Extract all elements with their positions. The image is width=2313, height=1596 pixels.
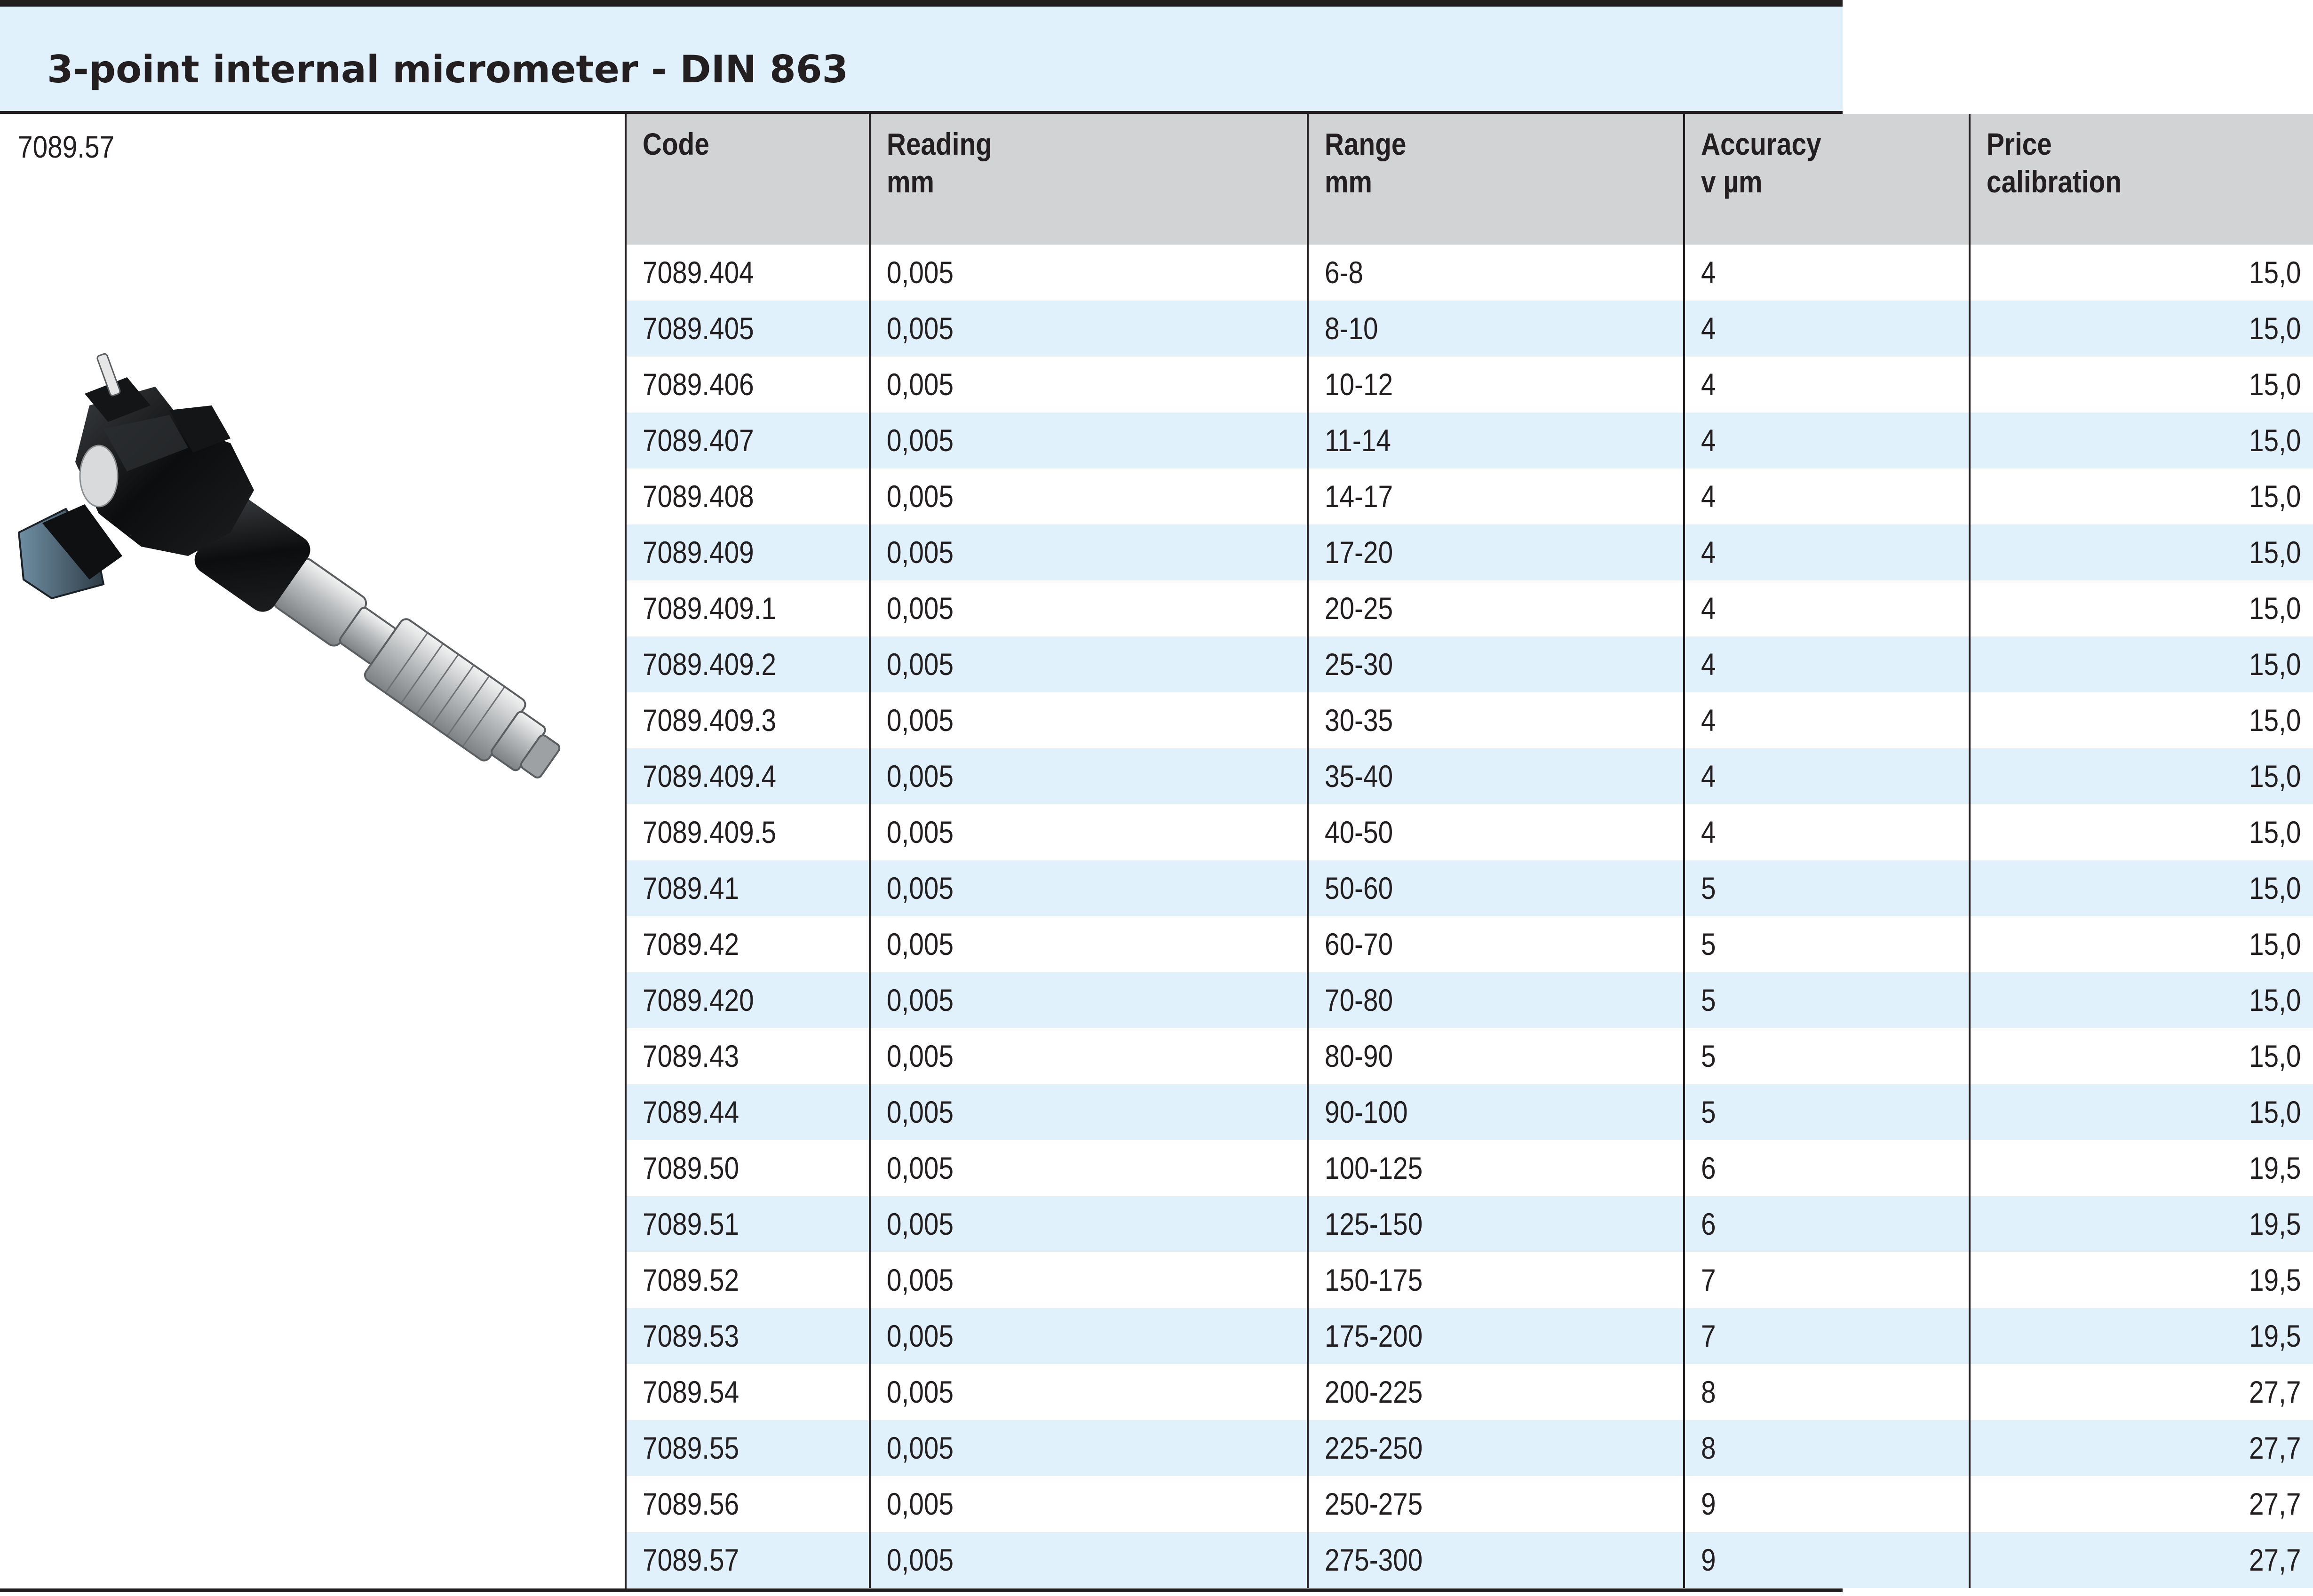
cell-range-value: 10-12	[1325, 367, 1393, 402]
table-row	[627, 524, 2313, 580]
table-row	[627, 916, 2313, 972]
cell-reading	[870, 972, 1308, 1028]
cell-range	[1308, 1252, 1684, 1308]
cell-range	[1308, 1308, 1684, 1364]
cell-code-value: 7089.404	[643, 255, 754, 290]
cell-code	[627, 1140, 870, 1196]
cell-price	[1970, 636, 2313, 692]
cell-range-value: 100-125	[1325, 1151, 1423, 1185]
cell-accuracy-value: 6	[1701, 1151, 1716, 1185]
cell-accuracy-value: 5	[1701, 871, 1716, 905]
table-header-row	[627, 114, 2313, 245]
cell-accuracy	[1684, 1196, 1970, 1252]
column-header-line1: Reading	[887, 127, 992, 161]
table-row	[627, 1140, 2313, 1196]
cell-price	[1970, 1308, 2313, 1364]
cell-reading	[870, 1532, 1308, 1588]
cell-range	[1308, 1364, 1684, 1420]
cell-range	[1308, 804, 1684, 860]
cell-range-value: 40-50	[1325, 815, 1393, 850]
cell-reading-value: 0,005	[887, 703, 954, 738]
column-header-range	[1308, 114, 1684, 245]
cell-accuracy-value: 7	[1701, 1318, 1716, 1353]
cell-price-value: 15,0	[2249, 647, 2301, 682]
cell-accuracy	[1684, 804, 1970, 860]
cell-accuracy	[1684, 468, 1970, 524]
cell-price	[1970, 413, 2313, 468]
cell-code	[627, 748, 870, 804]
cell-code-value: 7089.51	[643, 1207, 739, 1241]
cell-price	[1970, 1140, 2313, 1196]
cell-reading-value: 0,005	[887, 479, 954, 514]
column-header-line1: Code	[643, 127, 709, 161]
cell-accuracy-value: 8	[1701, 1430, 1716, 1465]
table-row	[627, 1308, 2313, 1364]
table-row	[627, 804, 2313, 860]
cell-accuracy-value: 6	[1701, 1207, 1716, 1241]
cell-accuracy-value: 4	[1701, 479, 1716, 514]
cell-reading-value: 0,005	[887, 1374, 954, 1409]
table-row	[627, 580, 2313, 636]
cell-code	[627, 1364, 870, 1420]
cell-code-value: 7089.57	[643, 1542, 739, 1577]
cell-reading	[870, 916, 1308, 972]
page-title: 3-point internal micrometer - DIN 863	[47, 48, 849, 91]
cell-code	[627, 1028, 870, 1084]
cell-range-value: 60-70	[1325, 927, 1393, 961]
cell-code-value: 7089.52	[643, 1263, 739, 1297]
cell-range-value: 200-225	[1325, 1374, 1423, 1409]
cell-reading	[870, 692, 1308, 748]
cell-code	[627, 357, 870, 413]
cell-range	[1308, 748, 1684, 804]
cell-range	[1308, 1532, 1684, 1588]
cell-price	[1970, 1532, 2313, 1588]
cell-range	[1308, 357, 1684, 413]
cell-accuracy-value: 4	[1701, 535, 1716, 570]
cell-code-value: 7089.409.1	[643, 591, 777, 626]
cell-price-value: 27,7	[2249, 1486, 2301, 1521]
cell-range-value: 6-8	[1325, 255, 1364, 290]
cell-price-value: 27,7	[2249, 1542, 2301, 1577]
cell-code-value: 7089.409.3	[643, 703, 777, 738]
cell-accuracy	[1684, 301, 1970, 357]
cell-reading	[870, 636, 1308, 692]
table-row	[627, 301, 2313, 357]
cell-price-value: 15,0	[2249, 871, 2301, 905]
cell-range	[1308, 1196, 1684, 1252]
cell-code-value: 7089.42	[643, 927, 739, 961]
cell-code-value: 7089.405	[643, 311, 754, 346]
specification-table	[627, 114, 2313, 1588]
column-header-line1: Accuracy	[1701, 127, 1821, 161]
cell-reading	[870, 357, 1308, 413]
cell-code	[627, 1196, 870, 1252]
column-header-line2: v µm	[1701, 164, 1763, 199]
cell-price-value: 19,5	[2249, 1151, 2301, 1185]
cell-reading	[870, 748, 1308, 804]
cell-reading	[870, 580, 1308, 636]
cell-code	[627, 804, 870, 860]
cell-code	[627, 524, 870, 580]
cell-reading-value: 0,005	[887, 815, 954, 850]
cell-price-value: 27,7	[2249, 1374, 2301, 1409]
column-header-line2: calibration	[1987, 164, 2122, 199]
cell-price	[1970, 916, 2313, 972]
cell-code-value: 7089.55	[643, 1430, 739, 1465]
table-row	[627, 468, 2313, 524]
table-row	[627, 1364, 2313, 1420]
cell-range-value: 250-275	[1325, 1486, 1423, 1521]
table-row	[627, 748, 2313, 804]
cell-reading	[870, 804, 1308, 860]
cell-accuracy-value: 5	[1701, 983, 1716, 1017]
cell-reading-value: 0,005	[887, 1430, 954, 1465]
cell-reading-value: 0,005	[887, 1263, 954, 1297]
cell-range-value: 30-35	[1325, 703, 1393, 738]
top-rule	[0, 0, 1843, 7]
cell-accuracy	[1684, 1308, 1970, 1364]
cell-reading	[870, 301, 1308, 357]
cell-code-value: 7089.409	[643, 535, 754, 570]
table-row	[627, 1084, 2313, 1140]
cell-price	[1970, 468, 2313, 524]
cell-accuracy-value: 5	[1701, 1095, 1716, 1129]
micrometer-image	[33, 335, 597, 876]
cell-reading	[870, 1196, 1308, 1252]
cell-accuracy-value: 4	[1701, 759, 1716, 794]
cell-price	[1970, 804, 2313, 860]
cell-accuracy-value: 4	[1701, 703, 1716, 738]
cell-accuracy-value: 4	[1701, 591, 1716, 626]
cell-code	[627, 1420, 870, 1476]
cell-reading-value: 0,005	[887, 927, 954, 961]
cell-reading	[870, 1420, 1308, 1476]
cell-price-value: 19,5	[2249, 1318, 2301, 1353]
cell-accuracy-value: 4	[1701, 255, 1716, 290]
cell-reading	[870, 524, 1308, 580]
cell-range-value: 8-10	[1325, 311, 1378, 346]
cell-range	[1308, 636, 1684, 692]
cell-accuracy	[1684, 1028, 1970, 1084]
table-row	[627, 1252, 2313, 1308]
cell-accuracy-value: 4	[1701, 367, 1716, 402]
cell-range-value: 150-175	[1325, 1263, 1423, 1297]
cell-range	[1308, 468, 1684, 524]
cell-range	[1308, 860, 1684, 916]
cell-code	[627, 1252, 870, 1308]
cell-reading-value: 0,005	[887, 1486, 954, 1521]
table-row	[627, 1476, 2313, 1532]
cell-code-value: 7089.407	[643, 423, 754, 458]
cell-price	[1970, 1196, 2313, 1252]
cell-reading-value: 0,005	[887, 255, 954, 290]
cell-range-value: 17-20	[1325, 535, 1393, 570]
cell-reading	[870, 1028, 1308, 1084]
cell-code-value: 7089.41	[643, 871, 739, 905]
cell-accuracy	[1684, 245, 1970, 301]
column-header-line2: mm	[887, 164, 934, 199]
cell-code-value: 7089.43	[643, 1039, 739, 1073]
cell-reading-value: 0,005	[887, 591, 954, 626]
cell-accuracy	[1684, 636, 1970, 692]
cell-code-value: 7089.409.4	[643, 759, 777, 794]
table-row	[627, 245, 2313, 301]
cell-price-value: 15,0	[2249, 1095, 2301, 1129]
cell-code	[627, 1308, 870, 1364]
cell-accuracy-value: 5	[1701, 1039, 1716, 1073]
cell-price	[1970, 1476, 2313, 1532]
cell-code-value: 7089.406	[643, 367, 754, 402]
cell-range-value: 25-30	[1325, 647, 1393, 682]
cell-reading	[870, 860, 1308, 916]
cell-range	[1308, 692, 1684, 748]
cell-reading-value: 0,005	[887, 1151, 954, 1185]
cell-range-value: 90-100	[1325, 1095, 1408, 1129]
cell-price-value: 27,7	[2249, 1430, 2301, 1465]
cell-accuracy	[1684, 357, 1970, 413]
cell-code-value: 7089.50	[643, 1151, 739, 1185]
cell-price	[1970, 748, 2313, 804]
cell-price	[1970, 1364, 2313, 1420]
cell-code-value: 7089.53	[643, 1318, 739, 1353]
cell-range	[1308, 301, 1684, 357]
cell-code	[627, 413, 870, 468]
cell-price	[1970, 1420, 2313, 1476]
cell-reading-value: 0,005	[887, 647, 954, 682]
cell-accuracy	[1684, 860, 1970, 916]
cell-reading-value: 0,005	[887, 1542, 954, 1577]
cell-code	[627, 972, 870, 1028]
bottom-rule	[0, 1588, 1843, 1592]
cell-range-value: 70-80	[1325, 983, 1393, 1017]
cell-code-value: 7089.409.5	[643, 815, 777, 850]
cell-reading	[870, 1252, 1308, 1308]
cell-price-value: 19,5	[2249, 1263, 2301, 1297]
cell-range	[1308, 580, 1684, 636]
column-header-line2: mm	[1325, 164, 1372, 199]
cell-code-value: 7089.409.2	[643, 647, 777, 682]
cell-code	[627, 860, 870, 916]
cell-reading	[870, 1140, 1308, 1196]
cell-price-value: 15,0	[2249, 591, 2301, 626]
cell-price-value: 15,0	[2249, 927, 2301, 961]
cell-price	[1970, 1084, 2313, 1140]
cell-code	[627, 1476, 870, 1532]
cell-code	[627, 1532, 870, 1588]
cell-price-value: 15,0	[2249, 423, 2301, 458]
cell-price-value: 15,0	[2249, 1039, 2301, 1073]
cell-price-value: 15,0	[2249, 255, 2301, 290]
cell-price-value: 15,0	[2249, 311, 2301, 346]
table-row	[627, 972, 2313, 1028]
cell-reading	[870, 1084, 1308, 1140]
cell-range	[1308, 1028, 1684, 1084]
cell-reading-value: 0,005	[887, 1318, 954, 1353]
cell-price	[1970, 357, 2313, 413]
cell-price	[1970, 972, 2313, 1028]
cell-accuracy	[1684, 1084, 1970, 1140]
cell-range	[1308, 245, 1684, 301]
cell-accuracy-value: 8	[1701, 1374, 1716, 1409]
cell-accuracy-value: 4	[1701, 311, 1716, 346]
cell-price-value: 15,0	[2249, 703, 2301, 738]
cell-range-value: 50-60	[1325, 871, 1393, 905]
column-header-code	[627, 114, 870, 245]
cell-reading-value: 0,005	[887, 759, 954, 794]
cell-reading-value: 0,005	[887, 1095, 954, 1129]
cell-reading-value: 0,005	[887, 871, 954, 905]
cell-reading-value: 0,005	[887, 1207, 954, 1241]
cell-code	[627, 692, 870, 748]
cell-price-value: 19,5	[2249, 1207, 2301, 1241]
cell-accuracy-value: 9	[1701, 1486, 1716, 1521]
cell-price-value: 15,0	[2249, 367, 2301, 402]
cell-range	[1308, 916, 1684, 972]
cell-range	[1308, 524, 1684, 580]
cell-code-value: 7089.44	[643, 1095, 739, 1129]
cell-price	[1970, 692, 2313, 748]
cell-price-value: 15,0	[2249, 479, 2301, 514]
cell-range	[1308, 1084, 1684, 1140]
cell-code-value: 7089.420	[643, 983, 754, 1017]
cell-range-value: 14-17	[1325, 479, 1393, 514]
column-header-line1: Price	[1987, 127, 2052, 161]
cell-reading-value: 0,005	[887, 423, 954, 458]
cell-range	[1308, 1476, 1684, 1532]
cell-accuracy-value: 4	[1701, 647, 1716, 682]
cell-range	[1308, 1140, 1684, 1196]
cell-reading	[870, 413, 1308, 468]
cell-range-value: 20-25	[1325, 591, 1393, 626]
cell-code-value: 7089.56	[643, 1486, 739, 1521]
table-row	[627, 413, 2313, 468]
cell-price	[1970, 301, 2313, 357]
cell-accuracy-value: 9	[1701, 1542, 1716, 1577]
cell-reading	[870, 245, 1308, 301]
cell-price-value: 15,0	[2249, 535, 2301, 570]
cell-accuracy	[1684, 1364, 1970, 1420]
cell-reading-value: 0,005	[887, 983, 954, 1017]
table-row	[627, 860, 2313, 916]
cell-price	[1970, 1252, 2313, 1308]
cell-accuracy	[1684, 413, 1970, 468]
table-body	[627, 245, 2313, 1588]
table-row	[627, 692, 2313, 748]
table-row	[627, 357, 2313, 413]
title-band	[0, 7, 1843, 114]
cell-accuracy	[1684, 1420, 1970, 1476]
cell-code	[627, 468, 870, 524]
cell-accuracy	[1684, 692, 1970, 748]
cell-reading	[870, 1308, 1308, 1364]
cell-accuracy-value: 4	[1701, 423, 1716, 458]
cell-reading-value: 0,005	[887, 1039, 954, 1073]
cell-range	[1308, 413, 1684, 468]
cell-reading-value: 0,005	[887, 367, 954, 402]
cell-code	[627, 916, 870, 972]
table-row	[627, 1028, 2313, 1084]
cell-code	[627, 301, 870, 357]
cell-reading	[870, 1364, 1308, 1420]
cell-price	[1970, 860, 2313, 916]
cell-code	[627, 1084, 870, 1140]
column-header-price	[1970, 114, 2313, 245]
cell-range-value: 225-250	[1325, 1430, 1423, 1465]
column-header-accuracy	[1684, 114, 1970, 245]
cell-accuracy	[1684, 916, 1970, 972]
cell-range-value: 175-200	[1325, 1318, 1423, 1353]
cell-accuracy	[1684, 524, 1970, 580]
cell-price	[1970, 524, 2313, 580]
cell-accuracy-value: 7	[1701, 1263, 1716, 1297]
cell-range-value: 125-150	[1325, 1207, 1423, 1241]
cell-accuracy-value: 4	[1701, 815, 1716, 850]
figure-label: 7089.57	[18, 129, 115, 164]
cell-price-value: 15,0	[2249, 759, 2301, 794]
cell-price-value: 15,0	[2249, 815, 2301, 850]
cell-code	[627, 580, 870, 636]
cell-accuracy	[1684, 748, 1970, 804]
cell-accuracy	[1684, 1140, 1970, 1196]
column-header-reading	[870, 114, 1308, 245]
cell-price-value: 15,0	[2249, 983, 2301, 1017]
cell-accuracy	[1684, 580, 1970, 636]
cell-accuracy	[1684, 1532, 1970, 1588]
cell-price	[1970, 245, 2313, 301]
table-row	[627, 636, 2313, 692]
cell-reading	[870, 468, 1308, 524]
cell-reading	[870, 1476, 1308, 1532]
product-figure-panel	[0, 114, 627, 1588]
cell-range	[1308, 1420, 1684, 1476]
cell-range	[1308, 972, 1684, 1028]
cell-price	[1970, 1028, 2313, 1084]
column-header-line1: Range	[1325, 127, 1407, 161]
cell-range-value: 35-40	[1325, 759, 1393, 794]
cell-accuracy	[1684, 972, 1970, 1028]
cell-reading-value: 0,005	[887, 535, 954, 570]
cell-accuracy	[1684, 1252, 1970, 1308]
cell-accuracy	[1684, 1476, 1970, 1532]
table-row	[627, 1532, 2313, 1588]
cell-code	[627, 636, 870, 692]
cell-range-value: 11-14	[1325, 423, 1391, 458]
cell-price	[1970, 580, 2313, 636]
cell-code-value: 7089.54	[643, 1374, 739, 1409]
cell-code	[627, 245, 870, 301]
table-row	[627, 1420, 2313, 1476]
cell-range-value: 275-300	[1325, 1542, 1423, 1577]
cell-accuracy-value: 5	[1701, 927, 1716, 961]
cell-range-value: 80-90	[1325, 1039, 1393, 1073]
cell-code-value: 7089.408	[643, 479, 754, 514]
table-row	[627, 1196, 2313, 1252]
cell-reading-value: 0,005	[887, 311, 954, 346]
